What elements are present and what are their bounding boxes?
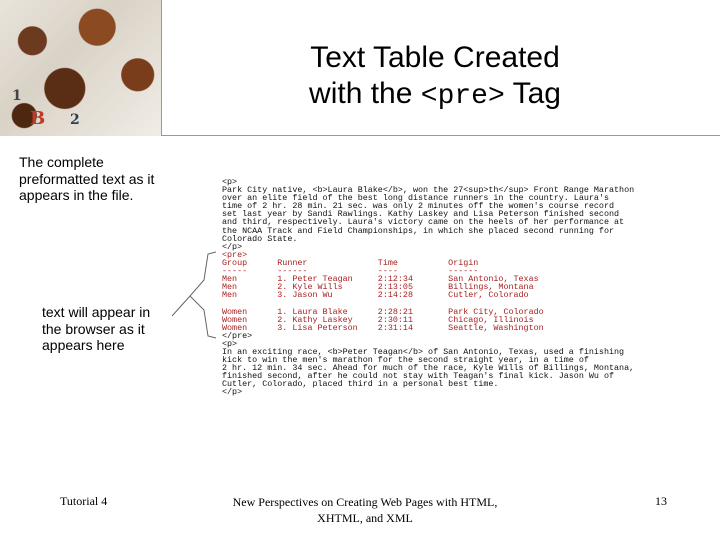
code-line: over an elite field of the best long distance runners in the country. Laura's <box>222 193 609 204</box>
footer-book-title: New Perspectives on Creating Web Pages with HTML, XHTML, and XML <box>232 495 498 525</box>
code-line: set last year by Sandi Rawlings. Kathy Laskey and Lisa Peterson finished second <box>222 209 620 220</box>
code-line: the NCAA Track and Field Championships, in which she placed second running for <box>222 225 615 236</box>
code-line: and third, respectively. Laura's victory came on the heels of her performance at <box>222 217 625 228</box>
header-divider <box>162 135 720 136</box>
letter-glyph: 2 <box>70 112 80 128</box>
letter-glyph: B <box>30 108 46 129</box>
pointer-line <box>172 296 190 316</box>
footer-tutorial: Tutorial 4 <box>60 494 108 508</box>
code-line: Group Runner Time Origin <box>222 257 479 268</box>
callout-complete-text: The complete preformatted text as it appears in the file. <box>19 154 155 203</box>
code-line: Men 3. Jason Wu 2:14:28 Cutler, Colorado <box>222 290 529 301</box>
slide-title-prefix: with the <box>309 77 421 110</box>
code-line: <pre> <box>222 249 248 260</box>
callout-browser-text: text will appear in the browser as it appears here <box>42 304 151 353</box>
code-line: </p> <box>222 241 243 252</box>
code-line: In an exciting race, <b>Peter Teagan</b> of San Antonio, Texas, used a finishing <box>222 346 625 357</box>
code-line: ----- ------ ---- ------ <box>222 266 479 277</box>
bracket-connector <box>150 240 220 340</box>
code-line: Cutler, Colorado, placed third in a personal best time. <box>222 379 499 390</box>
code-line: <p> <box>222 177 238 187</box>
slide-title-line2 <box>220 76 650 115</box>
code-line: kick to win the men's marathon for the second straight year, in a time of <box>222 355 589 366</box>
code-line: Colorado State. <box>222 233 298 244</box>
letter-glyph: 1 <box>12 88 22 104</box>
code-line: Women 2. Kathy Laskey 2:30:11 Chicago, Illinois <box>222 314 534 325</box>
header-side-divider <box>161 0 162 136</box>
slide-title-suffix: Tag <box>504 77 561 110</box>
code-line: <p> <box>222 338 238 349</box>
code-line: Men 2. Kyle Wills 2:13:05 Billings, Montana <box>222 282 534 293</box>
code-line: Men 1. Peter Teagan 2:12:34 San Antonio, Texas <box>222 274 539 285</box>
code-line: Women 1. Laura Blake 2:28:21 Park City, Colorado <box>222 306 544 317</box>
code-line: finished second, after he could not stay with Teagan's final kick. Jason Wu of <box>222 371 615 382</box>
code-listing <box>222 178 642 397</box>
code-line: time of 2 hr. 28 min. 21 sec. was only 2 minutes off the women's course record <box>222 201 615 212</box>
slide-title-line1: Text Table Created <box>310 41 560 74</box>
code-line: </p> <box>222 387 243 398</box>
slide-title <box>220 40 650 115</box>
code-line: Park City native, <b>Laura Blake</b>, won the 27<sup>th</sup> Front Range Marathon <box>222 185 635 196</box>
letters-collage-image <box>0 0 162 136</box>
code-line: 2 hr. 12 min. 34 sec. Ahead for much of the race, Kyle Wills of Billings, Montana, <box>222 363 635 374</box>
slide-title-tag: <pre> <box>420 81 505 112</box>
bracket-line <box>190 252 216 338</box>
code-line: Women 3. Lisa Peterson 2:31:14 Seattle, Washington <box>222 322 544 333</box>
footer-page-number: 13 <box>655 494 667 508</box>
code-line: </pre> <box>222 330 253 341</box>
